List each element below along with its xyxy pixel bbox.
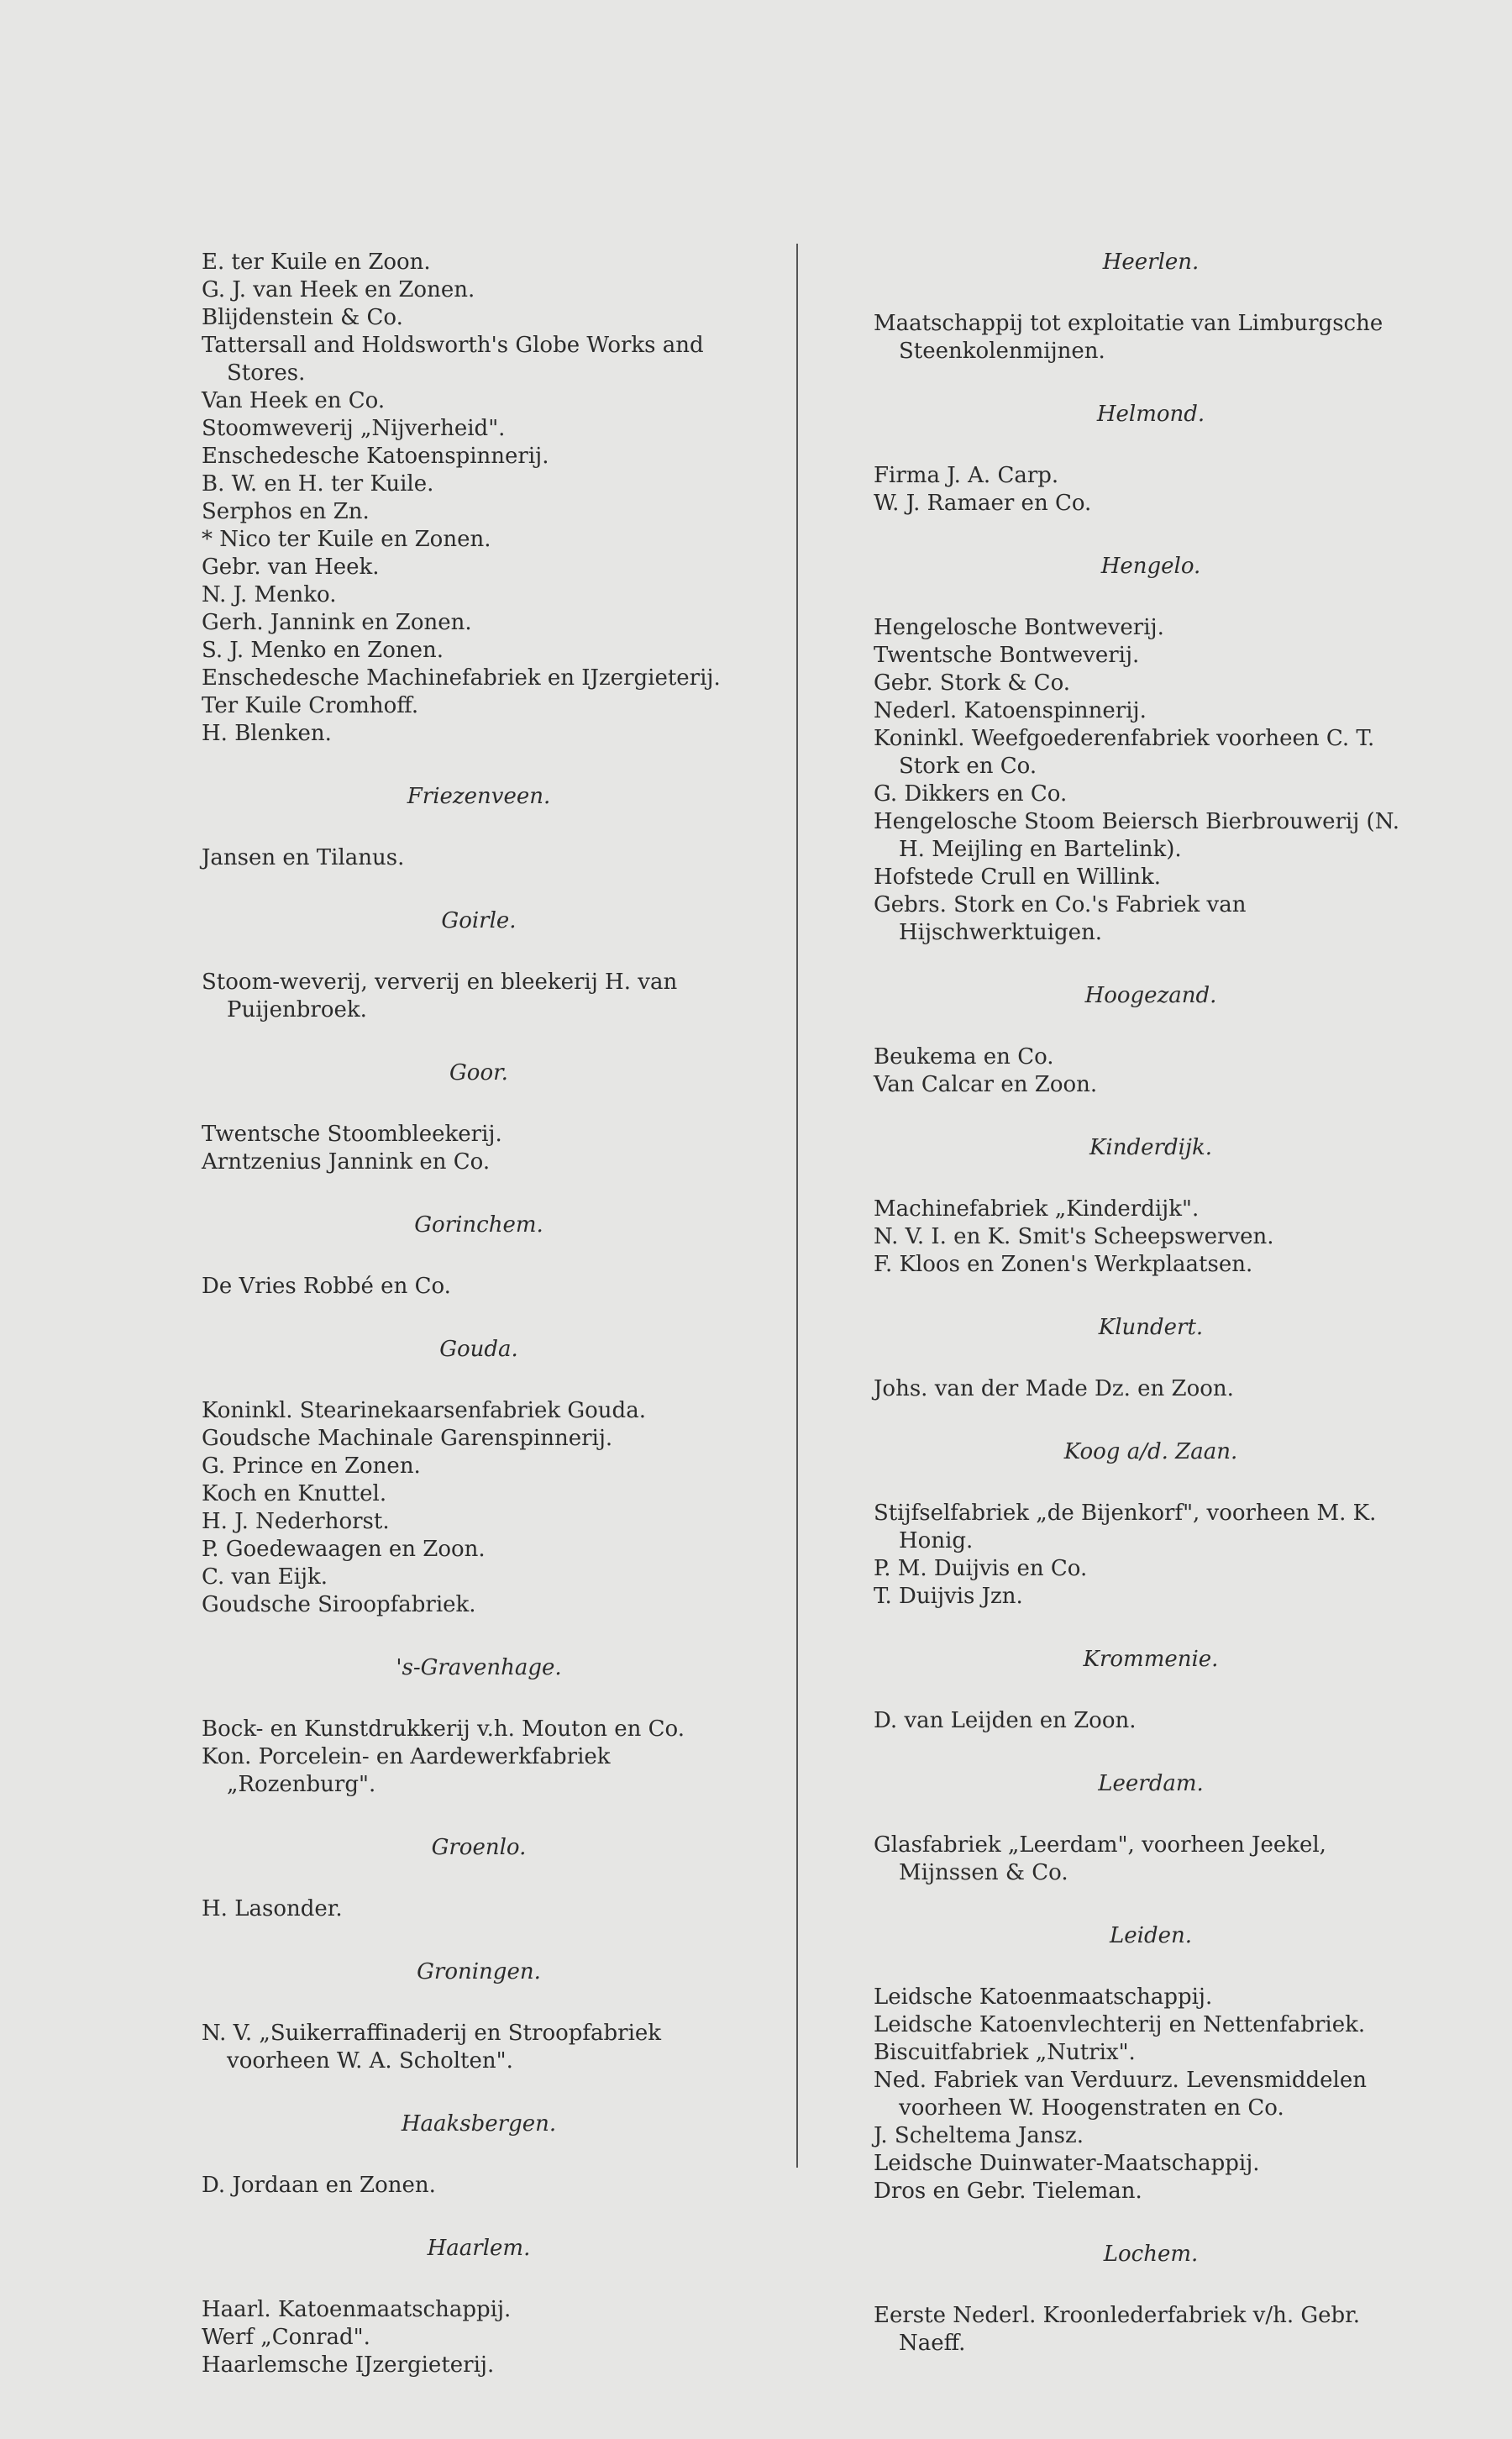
company-entry: Haarl. Katoenmaatschappij.: [202, 2297, 512, 2322]
place-heading: Krommenie.: [1083, 1647, 1219, 1672]
company-entry: Enschedesche Katoenspinnerij.: [202, 444, 549, 469]
place-heading: Haaksbergen.: [401, 2111, 557, 2137]
place-section: [202, 2235, 756, 2379]
company-entry: Tattersall and Holdsworth's Globe Works and Stores.: [202, 333, 704, 386]
company-entry: Hofstede Crull en Willink.: [874, 865, 1162, 890]
left-column: [202, 249, 756, 2379]
place-heading: Gouda.: [439, 1337, 518, 1362]
column-divider: [796, 244, 798, 2168]
company-entry: Gebrs. Stork en Co.'s Fabriek van Hijschwerktuigen.: [874, 892, 1247, 945]
company-entry: H. Blenken.: [202, 721, 332, 746]
place-section: [874, 1770, 1428, 1887]
company-entry: D. Jordaan en Zonen.: [202, 2173, 436, 2198]
company-entry: P. M. Duijvis en Co.: [874, 1556, 1088, 1581]
company-entry: Ned. Fabriek van Verduurz. Levensmiddelen voorheen W. Hoogenstraten en Co.: [874, 2068, 1367, 2121]
place-section: [202, 1059, 756, 1176]
company-entry: Firma J. A. Carp.: [874, 463, 1059, 488]
place-section: [202, 1654, 756, 1799]
place-section: [874, 249, 1428, 365]
company-entry: G. J. van Heek en Zonen.: [202, 277, 475, 302]
company-entry: Stijfselfabriek „de Bijenkorf", voorheen M. K. Honig.: [874, 1501, 1377, 1553]
place-section: [202, 1212, 756, 1301]
company-entry: N. V. I. en K. Smit's Scheepswerven.: [874, 1224, 1274, 1249]
place-heading: Gorinchem.: [414, 1212, 543, 1238]
company-entry: G. Prince en Zonen.: [202, 1453, 421, 1479]
company-entry: Koninkl. Weefgoederenfabriek voorheen C. T. Stork en Co.: [874, 726, 1375, 779]
place-heading: 's-Gravenhage.: [396, 1655, 562, 1680]
company-entry: Maatschappij tot exploitatie van Limburgsche Steenkolenmijnen.: [874, 311, 1383, 364]
company-entry: Blijdenstein & Co.: [202, 305, 403, 330]
company-entry: De Vries Robbé en Co.: [202, 1274, 451, 1299]
place-section: [874, 401, 1428, 518]
company-entry: Hengelosche Bontweverij.: [874, 615, 1164, 640]
company-entry: Dros en Gebr. Tieleman.: [874, 2179, 1142, 2204]
place-heading: Leerdam.: [1098, 1771, 1204, 1796]
company-entry: Koninkl. Stearinekaarsenfabriek Gouda.: [202, 1398, 646, 1423]
place-heading: Goor.: [449, 1060, 508, 1085]
company-entry: Johs. van der Made Dz. en Zoon.: [874, 1376, 1234, 1401]
place-heading: Heerlen.: [1102, 250, 1200, 275]
company-entry: Enschedesche Machinefabriek en IJzergieterij.: [202, 665, 721, 691]
place-section: [202, 249, 756, 748]
place-section: [874, 1438, 1428, 1611]
company-entry: B. W. en H. ter Kuile.: [202, 471, 434, 497]
company-entry: Werf „Conrad".: [202, 2325, 370, 2350]
place-heading: Hoogezand.: [1084, 983, 1217, 1008]
place-heading: Koog a/d. Zaan.: [1063, 1439, 1238, 1464]
company-entry: Nederl. Katoenspinnerij.: [874, 698, 1147, 723]
place-heading: Leiden.: [1109, 1923, 1192, 1948]
company-entry: E. ter Kuile en Zoon.: [202, 250, 431, 275]
company-entry: Leidsche Duinwater-Maatschappij.: [874, 2151, 1260, 2176]
company-entry: Goudsche Machinale Garenspinnerij.: [202, 1426, 613, 1451]
company-entry: Stoomweverij „Nijverheid".: [202, 416, 506, 441]
place-heading: Lochem.: [1103, 2242, 1199, 2267]
company-entry: P. Goedewaagen en Zoon.: [202, 1537, 486, 1562]
place-section: [874, 1646, 1428, 1735]
place-heading: Haarlem.: [427, 2236, 531, 2261]
company-entry: Goudsche Siroopfabriek.: [202, 1592, 476, 1617]
company-entry: Ter Kuile Cromhoff.: [202, 693, 419, 718]
company-entry: Jansen en Tilanus.: [202, 845, 405, 870]
place-section: [874, 1134, 1428, 1279]
place-heading: Hengelo.: [1100, 554, 1201, 579]
company-entry: Gebr. Stork & Co.: [874, 670, 1071, 696]
place-section: [874, 982, 1428, 1099]
place-heading: Friezenveen.: [407, 784, 551, 809]
company-entry: Bock- en Kunstdrukkerij v.h. Mouton en Co.: [202, 1716, 685, 1742]
company-entry: F. Kloos en Zonen's Werkplaatsen.: [874, 1252, 1253, 1277]
place-section: [202, 1336, 756, 1619]
place-heading: Klundert.: [1098, 1315, 1204, 1340]
company-entry: Gerh. Jannink en Zonen.: [202, 610, 472, 635]
company-entry: Hengelosche Stoom Beiersch Bierbrouwerij (N. H. Meijling en Bartelink).: [874, 809, 1400, 862]
company-entry: Machinefabriek „Kinderdijk".: [874, 1196, 1200, 1222]
company-entry: Beukema en Co.: [874, 1044, 1054, 1070]
company-entry: Serphos en Zn.: [202, 499, 370, 524]
place-section: [874, 553, 1428, 947]
company-entry: Biscuitfabriek „Nutrix".: [874, 2040, 1136, 2065]
company-entry: * Nico ter Kuile en Zonen.: [202, 527, 491, 552]
company-entry: C. van Eijk.: [202, 1564, 328, 1590]
company-entry: Twentsche Stoombleekerij.: [202, 1122, 502, 1147]
right-column: [874, 249, 1428, 2358]
company-entry: Haarlemsche IJzergieterij.: [202, 2352, 495, 2378]
place-heading: Groningen.: [417, 1959, 541, 1984]
company-entry: Gebr. van Heek.: [202, 555, 380, 580]
company-entry: J. Scheltema Jansz.: [874, 2123, 1084, 2148]
place-section: [202, 1834, 756, 1923]
company-entry: Glasfabriek „Leerdam", voorheen Jeekel, Mijnssen & Co.: [874, 1832, 1326, 1885]
company-entry: Stoom-weverij, ververij en bleekerij H. van Puijenbroek.: [202, 970, 678, 1022]
company-entry: T. Duijvis Jzn.: [874, 1584, 1023, 1609]
place-heading: Groenlo.: [431, 1835, 527, 1860]
company-entry: Leidsche Katoenmaatschappij.: [874, 1984, 1213, 2010]
place-section: [874, 2241, 1428, 2358]
place-section: [874, 1314, 1428, 1403]
company-entry: Kon. Porcelein- en Aardewerkfabriek „Rozenburg".: [202, 1744, 611, 1797]
place-section: [202, 907, 756, 1024]
company-entry: Eerste Nederl. Kroonlederfabriek v/h. Gebr. Naeff.: [874, 2303, 1361, 2356]
company-entry: Arntzenius Jannink en Co.: [202, 1149, 491, 1175]
company-entry: N. V. „Suikerraffinaderij en Stroopfabriek voorheen W. A. Scholten".: [202, 2021, 662, 2074]
place-section: [202, 2110, 756, 2200]
company-entry: H. J. Nederhorst.: [202, 1509, 390, 1534]
place-section: [202, 783, 756, 872]
place-heading: Goirle.: [441, 908, 517, 933]
company-entry: Koch en Knuttel.: [202, 1481, 387, 1506]
company-entry: Van Calcar en Zoon.: [874, 1072, 1098, 1097]
company-entry: W. J. Ramaer en Co.: [874, 491, 1092, 516]
company-entry: Van Heek en Co.: [202, 388, 386, 413]
company-entry: G. Dikkers en Co.: [874, 781, 1068, 807]
place-heading: Kinderdijk.: [1089, 1135, 1212, 1160]
place-section: [874, 1922, 1428, 2205]
place-heading: Helmond.: [1096, 402, 1205, 427]
company-entry: D. van Leijden en Zoon.: [874, 1708, 1137, 1733]
company-entry: Twentsche Bontweverij.: [874, 643, 1140, 668]
company-entry: S. J. Menko en Zonen.: [202, 638, 444, 663]
company-entry: Leidsche Katoenvlechterij en Nettenfabriek.: [874, 2012, 1366, 2037]
company-entry: N. J. Menko.: [202, 582, 337, 607]
place-section: [202, 1958, 756, 2075]
company-entry: H. Lasonder.: [202, 1896, 343, 1921]
